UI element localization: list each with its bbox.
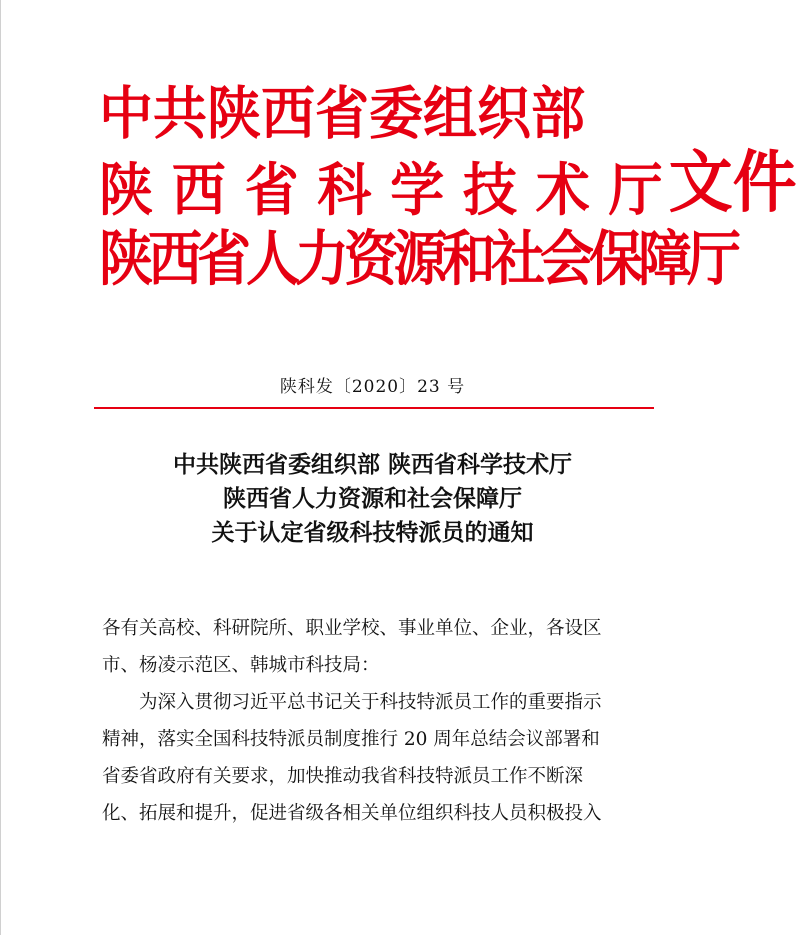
title-line-2: 陕西省人力资源和社会保障厅 — [223, 486, 522, 512]
document-body — [102, 610, 652, 832]
body-paragraph-line-3: 省委省政府有关要求，加快推动我省科技特派员工作不断深 — [102, 766, 584, 787]
document-title — [1, 448, 744, 550]
addressee-line-2: 市、杨凌示范区、韩城市科技局： — [102, 655, 380, 676]
body-paragraph-line-1: 为深入贯彻习近平总书记关于科技特派员工作的重要指示 — [139, 692, 602, 713]
title-line-3: 关于认定省级科技特派员的通知 — [211, 520, 534, 546]
letterhead-line-2-text: 陕 西 省 科 学 技 术 厅 — [99, 157, 663, 224]
letterhead-line-3: 陕西省人力资源和社会保障厅 — [99, 224, 736, 294]
document-number: 陕科发〔2020〕23 号 — [279, 377, 466, 397]
body-paragraph-line-4: 化、拓展和提升，促进省级各相关单位组织科技人员积极投入 — [102, 803, 602, 824]
letterhead-line-2 — [99, 144, 797, 224]
letterhead-document-label: 文件 — [668, 144, 797, 223]
body-paragraph-line-2: 精神，落实全国科技特派员制度推行 20 周年总结会议部署和 — [102, 729, 600, 750]
addressee-line-1: 各有关高校、科研院所、职业学校、事业单位、企业，各设区 — [102, 618, 602, 639]
letterhead — [99, 80, 797, 294]
red-separator-rule — [94, 407, 654, 409]
letterhead-line-1: 中共陕西省委组织部 — [99, 80, 585, 147]
title-line-1: 中共陕西省委组织部 陕西省科学技术厅 — [172, 452, 572, 478]
